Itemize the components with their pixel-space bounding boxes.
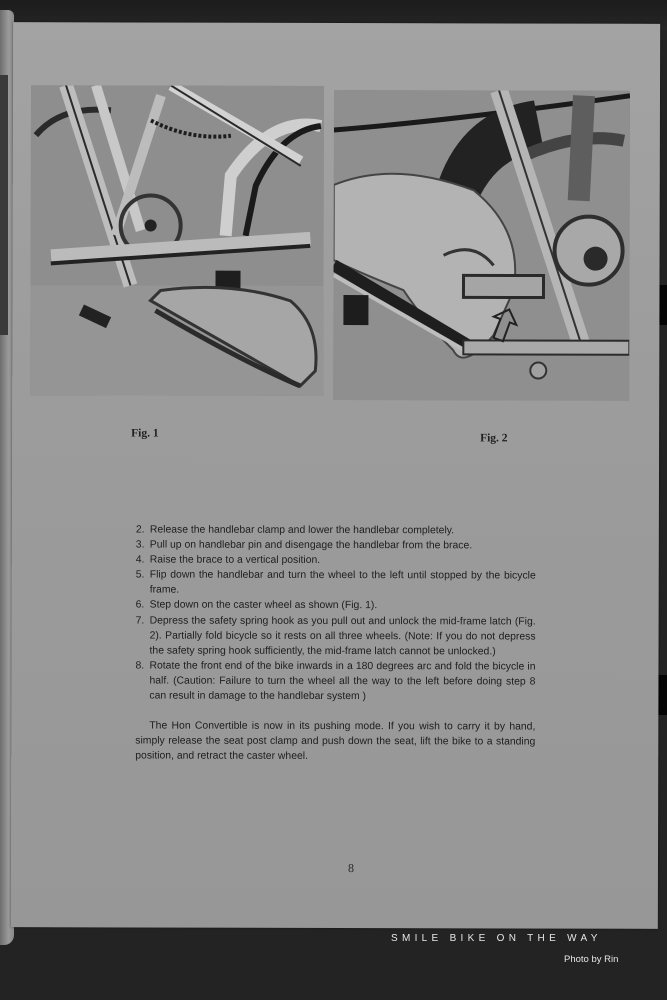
step-item — [136, 613, 536, 659]
figure-2-photo — [333, 90, 630, 401]
watermark-title: SMILE BIKE ON THE WAY — [391, 933, 602, 944]
figure-2-caption: Fig. 2 — [480, 432, 508, 445]
step-number: 4. — [135, 554, 145, 566]
photo-credit: Photo by Rin — [564, 954, 619, 965]
closing-paragraph: The Hon Convertible is now in its pushing mode. If you wish to carry it by hand, simply release the seat post clamp and push down the seat, lift the bike to a standing position, and retract the caster wheel. — [135, 720, 536, 763]
figure-1-photo — [30, 85, 324, 396]
step-number: 7. — [135, 615, 145, 627]
step-item — [135, 658, 535, 704]
caster-wheel-photo — [30, 85, 324, 396]
step-number: 2. — [135, 524, 145, 536]
page-number: 8 — [347, 861, 354, 876]
step-text: Rotate the front end of the bike inwards in a 180 degrees arc and fold the bicycle in half. (Caution: Failure to turn the wheel all the way to the left before doing step 8 can result in damage to the handlebar system ) — [149, 660, 536, 703]
step-item — [136, 598, 536, 614]
step-text: Step down on the caster wheel as shown (Fig. 1). — [149, 599, 378, 612]
mid-frame-latch-photo — [333, 90, 630, 401]
step-number: 3. — [135, 539, 145, 551]
step-item — [136, 553, 536, 569]
step-text: Release the handlebar clamp and lower the handlebar completely. — [149, 524, 455, 537]
step-item — [136, 538, 536, 554]
step-text: Depress the safety spring hook as you pull out and unlock the mid-frame latch (Fig. 2). Partially fold bicycle so it rests on all three wheels. (Note: If you do not depress the safety spring hook sufficiently, the mid-frame latch cannot be unlocked.) — [149, 615, 536, 658]
step-number: 8. — [135, 660, 145, 672]
previous-page-photo-strip — [0, 75, 8, 335]
step-item — [136, 522, 536, 538]
step-text: Flip down the handlebar and turn the wheel to the left until stopped by the bicycle frame. — [149, 569, 536, 596]
step-text: Raise the brace to a vertical position. — [149, 554, 321, 567]
figure-1-caption: Fig. 1 — [131, 427, 159, 440]
step-number: 6. — [135, 599, 145, 611]
manual-page — [11, 22, 660, 929]
step-item — [136, 568, 536, 599]
step-text: Pull up on handlebar pin and disengage the handlebar from the brace. — [149, 539, 473, 552]
instruction-steps — [135, 522, 535, 704]
step-number: 5. — [135, 569, 145, 581]
